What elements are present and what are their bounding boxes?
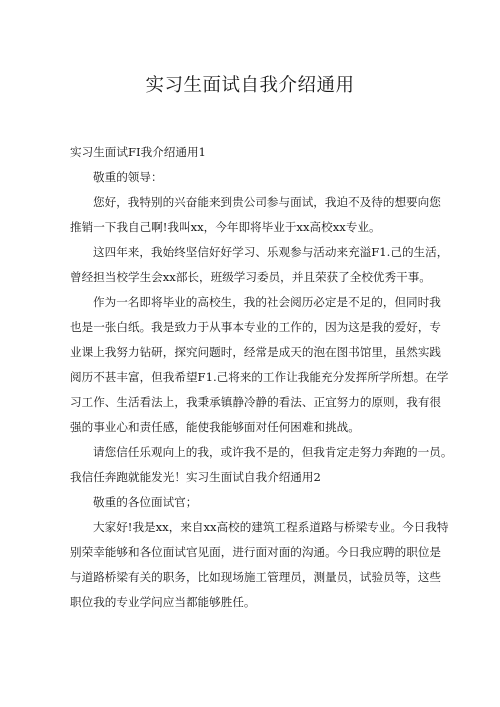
text-line: 实习生面试FI我介绍通用1 — [70, 145, 206, 159]
text-line: 请您信任乐观向上的我，或许我不是的，但我肯定走努力奔跑的一员。 — [93, 445, 453, 459]
text-line: 职位我的专业学问应当都能够胜任。 — [70, 595, 256, 609]
text-line: 作为一名即将毕业的高校生，我的社会阅历必定是不足的，但同时我 — [93, 295, 441, 309]
text-line: 别荣幸能够和各位面试官见面，进行面对面的沟通。今日我应聘的职位是 — [70, 545, 442, 559]
text-line: 与道路桥梁有关的职务，比如现场施工管理员，测量员，试验员等，这些 — [70, 570, 442, 584]
text-line: 我信任奔跑就能发光！实习生面试自我介绍通用2 — [70, 470, 321, 484]
text-line: 推销一下我自己啊!我叫xx，今年即将毕业于xx高校xx专业。 — [70, 220, 381, 234]
text-line: 业课上我努力钻研，探究问题时，经常是成天的泡在图书馆里，虽然实践 — [70, 345, 442, 359]
text-line: 敬重的领导： — [93, 170, 163, 184]
text-line: 大家好!我是xx，来自xx高校的建筑工程系道路与桥梁专业。今日我特 — [93, 520, 449, 534]
text-line: 阅历不甚丰富，但我希望F1.己将来的工作让我能充分发挥所学所想。在学 — [70, 370, 449, 384]
text-line: 敬重的各位面试官； — [93, 495, 198, 509]
text-line: 也是一张白纸。我是致力于从事本专业的工作的，因为这是我的爱好，专 — [70, 320, 442, 334]
document-title: 实习生面试自我介绍通用 — [145, 75, 355, 96]
text-line: 您好，我特别的兴奋能来到贵公司参与面试，我迫不及待的想要向您 — [93, 195, 441, 209]
text-line: 这四年来，我始终坚信好好学习、乐观参与活动来充溢F1.己的生活， — [93, 245, 449, 259]
document-body — [70, 140, 453, 615]
text-line: 曾经担当校学生会xx部长，班级学习委员，并且荣获了全校优秀干事。 — [70, 270, 431, 284]
text-line: 强的事业心和责任感，能使我能够面对任何困难和挑战。 — [70, 420, 360, 434]
text-line: 习工作、生活看法上，我秉承镇静冷静的看法、正宜努力的原则，我有很 — [70, 395, 442, 409]
